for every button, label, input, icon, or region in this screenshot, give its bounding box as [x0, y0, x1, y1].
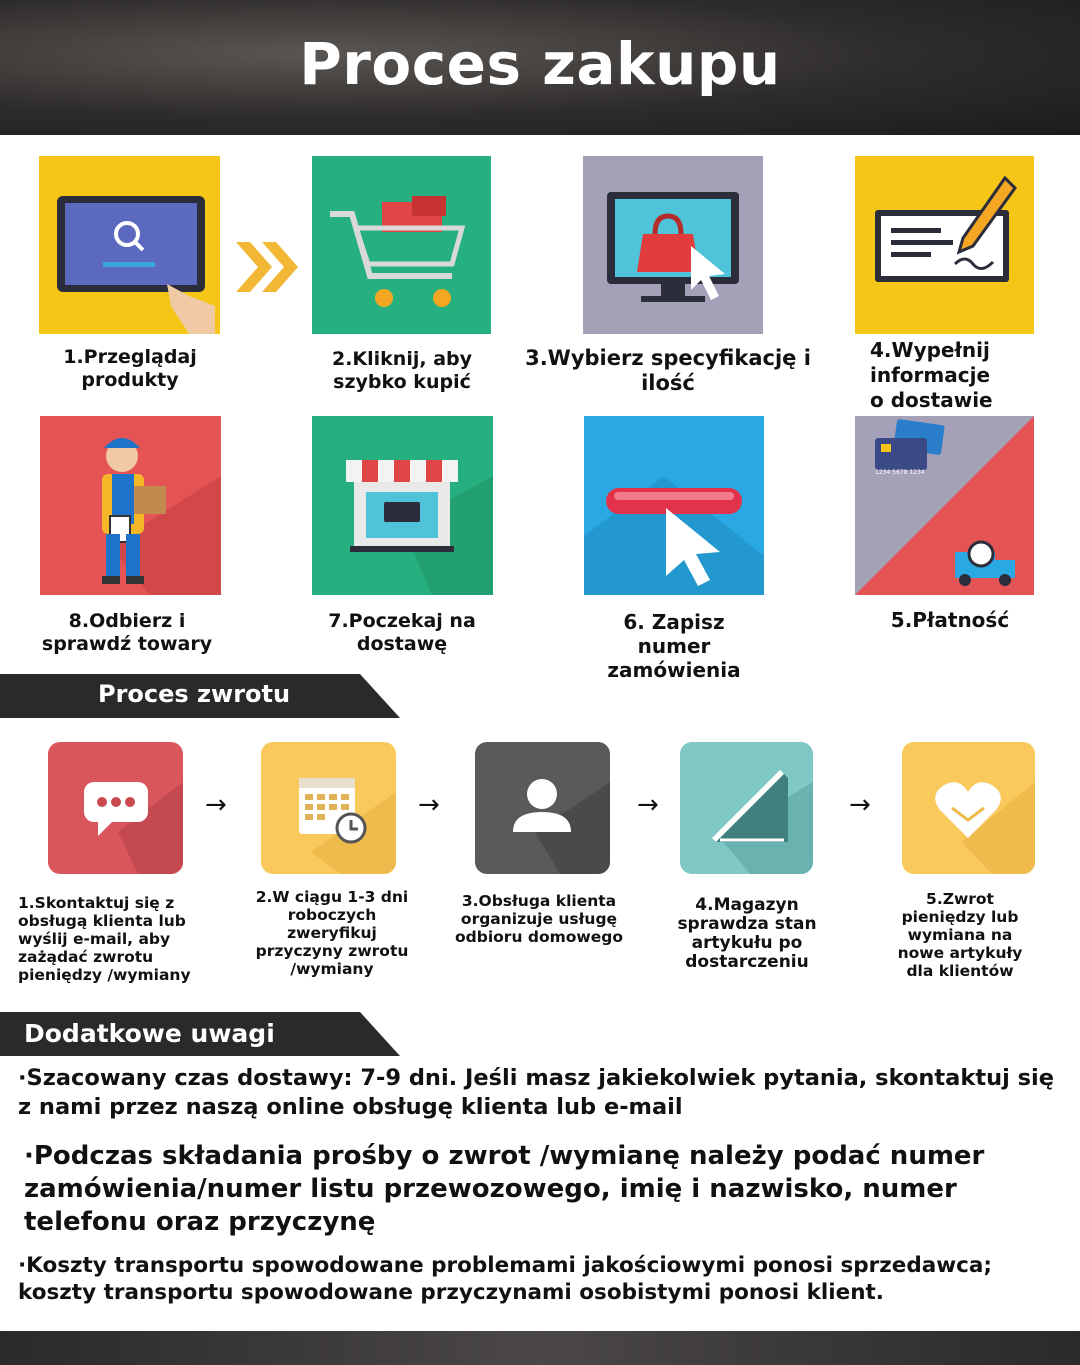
calendar-clock-icon: [261, 742, 396, 874]
step-caption-6: 6. Zapisz numer zamówienia: [607, 610, 741, 682]
return-caption-1: 1.Skontaktuj się z obsługą klienta lub wyślij e-mail, aby zażądać zwrotu pieniędzy /wymiany: [18, 894, 191, 984]
note-item: ·Koszty transportu spowodowane problemami jakościowymi ponosi sprzedawca; koszty transportu spowodowane przyczynami osobistymi ponosi klient.: [18, 1253, 992, 1305]
step-caption-3: 3.Wybierz specyfikację i ilość: [525, 346, 811, 395]
payment-card-truck-icon: [855, 416, 1034, 595]
return-caption-2: 2.W ciągu 1-3 dni roboczych zweryfikuj przyczyny zwrotu /wymiany: [255, 888, 409, 978]
card-number: 1234 5678 1234: [875, 469, 925, 476]
monitor-bag-icon: [583, 156, 763, 334]
arrow-right-icon: →: [637, 790, 659, 820]
step-caption-4: 4.Wypełnij informacje o dostawie: [870, 338, 993, 412]
courier-icon: [40, 416, 221, 595]
user-icon: [475, 742, 610, 874]
return-caption-5: 5.Zwrot pieniędzy lub wymiana na nowe artykuły dla klientów: [897, 890, 1023, 980]
handshake-heart-icon: [902, 742, 1035, 874]
step-caption-8: 8.Odbierz i sprawdź towary: [41, 610, 213, 655]
shop-storefront-icon: [312, 416, 493, 595]
note-item: ·Szacowany czas dostawy: 7-9 dni. Jeśli masz jakiekolwiek pytania, skontaktuj się z nami przez naszą online obsługę klienta lub e-mail: [18, 1065, 1054, 1120]
footer-strip: [0, 1331, 1080, 1365]
form-pencil-icon: [855, 156, 1034, 334]
page-title: Proces zakupu: [299, 30, 781, 98]
step-caption-5: 5.Płatność: [890, 608, 1010, 632]
step-caption-7: 7.Poczekaj na dostawę: [328, 610, 476, 655]
arrow-right-icon: →: [849, 790, 871, 820]
arrow-right-icon: →: [418, 790, 440, 820]
note-item: ·Podczas składania prośby o zwrot /wymianę należy podać numer zamówienia/numer listu przewozowego, imię i nazwisko, numer telefonu oraz przyczynę: [24, 1141, 985, 1237]
notes-title: Dodatkowe uwagi: [24, 1019, 275, 1048]
chat-bubble-icon: [48, 742, 183, 874]
click-button-icon: [584, 416, 764, 595]
return-caption-3: 3.Obsługa klienta organizuje usługę odbioru domowego: [455, 892, 623, 946]
arrow-right-icon: →: [205, 790, 227, 820]
tablet-search-icon: [39, 156, 220, 334]
pencil-ruler-icon: [680, 742, 813, 874]
step-caption-1: 1.Przeglądaj produkty: [63, 346, 197, 391]
return-caption-4: 4.Magazyn sprawdza stan artykułu po dostarczeniu: [677, 895, 817, 972]
shopping-cart-icon: [312, 156, 491, 334]
return-process-title: Proces zwrotu: [98, 680, 291, 708]
step-caption-2: 2.Kliknij, aby szybko kupić: [331, 348, 472, 393]
chevron-right-icon: [236, 242, 300, 292]
